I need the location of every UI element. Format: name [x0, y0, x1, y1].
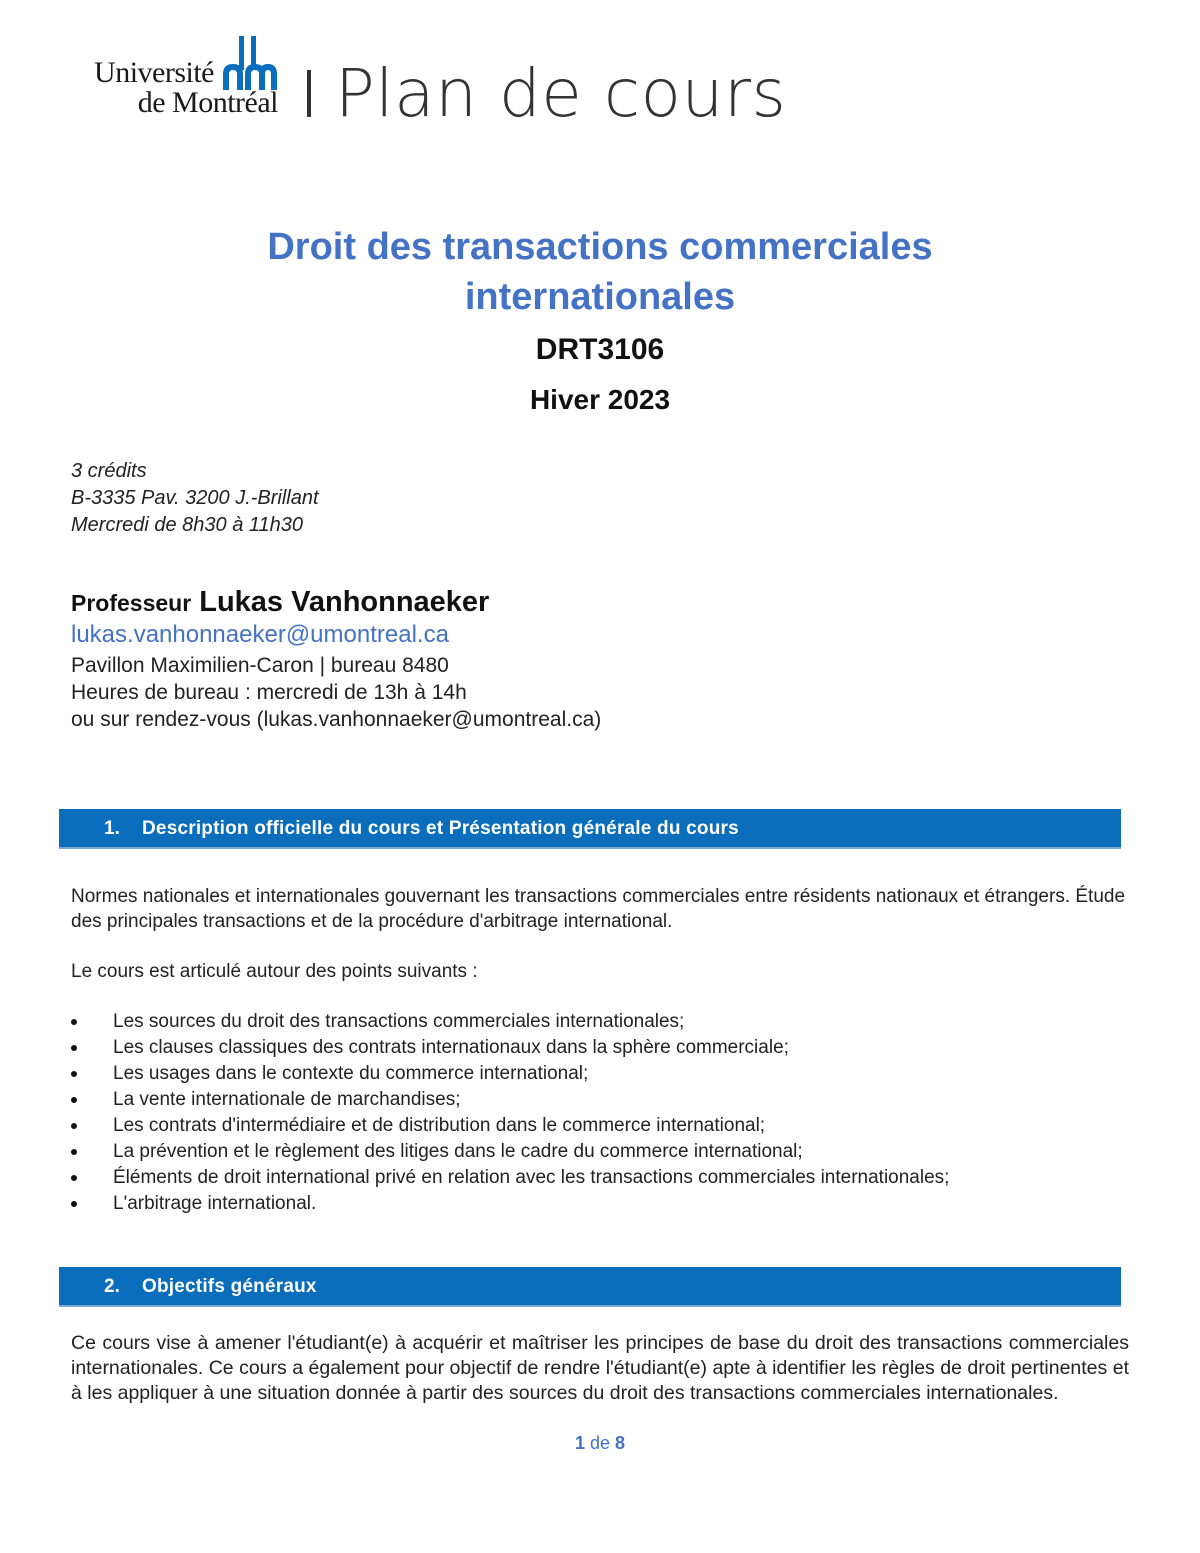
professor-office-hours: Heures de bureau : mercredi de 13h à 14h [71, 681, 467, 704]
document-type-title: Plan de cours [335, 55, 787, 132]
section-1-intro: Le cours est articulé autour des points suivants : [71, 961, 478, 982]
udem-logo-icon [221, 34, 279, 90]
list-item: Les sources du droit des transactions commerciales internationales; [71, 1009, 1131, 1035]
professor-appointment: ou sur rendez-vous (lukas.vanhonnaeker@umontreal.ca) [71, 708, 602, 731]
course-info [71, 458, 319, 539]
page-separator: de [589, 1433, 611, 1453]
list-item: Les usages dans le contexte du commerce international; [71, 1061, 1131, 1087]
university-name-line2: de Montréal [137, 86, 278, 119]
course-code: DRT3106 [535, 333, 665, 366]
list-item: Les contrats d'intermédiaire et de distribution dans le commerce international; [71, 1113, 1131, 1139]
section-1-points [71, 1009, 1131, 1217]
list-item: La vente internationale de marchandises; [71, 1087, 1131, 1113]
professor-details [71, 652, 601, 733]
section-1-description: Normes nationales et internationales gouvernant les transactions commerciales entre résidents nationaux et étrangers. Étude des principales transactions et de la procédure d'arbitrage international. [71, 886, 1126, 932]
bullet-icon [71, 1201, 77, 1207]
professor-email-link[interactable]: lukas.vanhonnaeker@umontreal.ca [71, 621, 449, 648]
course-title [0, 222, 1200, 322]
university-name-line1: Université [94, 56, 214, 89]
course-credits: 3 crédits [71, 460, 147, 482]
bullet-icon [71, 1097, 77, 1103]
bullet-icon [71, 1071, 77, 1077]
current-page: 1 [574, 1433, 585, 1453]
professor-prefix: Professeur [71, 590, 192, 616]
section-2-text: Ce cours vise à amener l'étudiant(e) à acquérir et maîtriser les principes de base du droit des transactions commerciales internationales. Ce cours a également pour objectif de rendre l'étudiant(e) apte à identifier les règles de droit pertinentes et à les appliquer à une situation donnée à partir des sources du droit des transactions commerciales internationales. [71, 1332, 1129, 1404]
page-number [0, 1432, 1200, 1454]
section-2-number: 2. [104, 1276, 120, 1297]
section-2-title: Objectifs généraux [142, 1276, 317, 1297]
header-divider [307, 70, 311, 117]
bullet-icon [71, 1123, 77, 1129]
bullet-icon [71, 1019, 77, 1025]
section-1-title: Description officielle du cours et Présentation générale du cours [142, 818, 739, 839]
list-item: L'arbitrage international. [71, 1191, 1131, 1217]
list-item: Les clauses classiques des contrats internationaux dans la sphère commerciale; [71, 1035, 1131, 1061]
course-title-line1: Droit des transactions commerciales [267, 226, 933, 268]
course-schedule: Mercredi de 8h30 à 11h30 [71, 514, 304, 536]
bullet-icon [71, 1149, 77, 1155]
section-1-number: 1. [104, 818, 120, 839]
course-room: B-3335 Pav. 3200 J.-Brillant [71, 487, 319, 509]
total-pages: 8 [615, 1433, 626, 1453]
section-2-header [59, 1267, 1121, 1305]
course-title-line2: internationales [464, 276, 736, 318]
section-1-header [59, 809, 1121, 847]
list-item: Éléments de droit international privé en relation avec les transactions commerciales internationales; [71, 1165, 1131, 1191]
course-term: Hiver 2023 [529, 384, 671, 415]
professor-heading [71, 585, 489, 620]
list-item: La prévention et le règlement des litiges dans le cadre du commerce international; [71, 1139, 1131, 1165]
professor-office: Pavillon Maximilien-Caron | bureau 8480 [71, 654, 449, 677]
bullet-icon [71, 1045, 77, 1051]
professor-name: Lukas Vanhonnaeker [199, 586, 490, 618]
bullet-icon [71, 1175, 77, 1181]
